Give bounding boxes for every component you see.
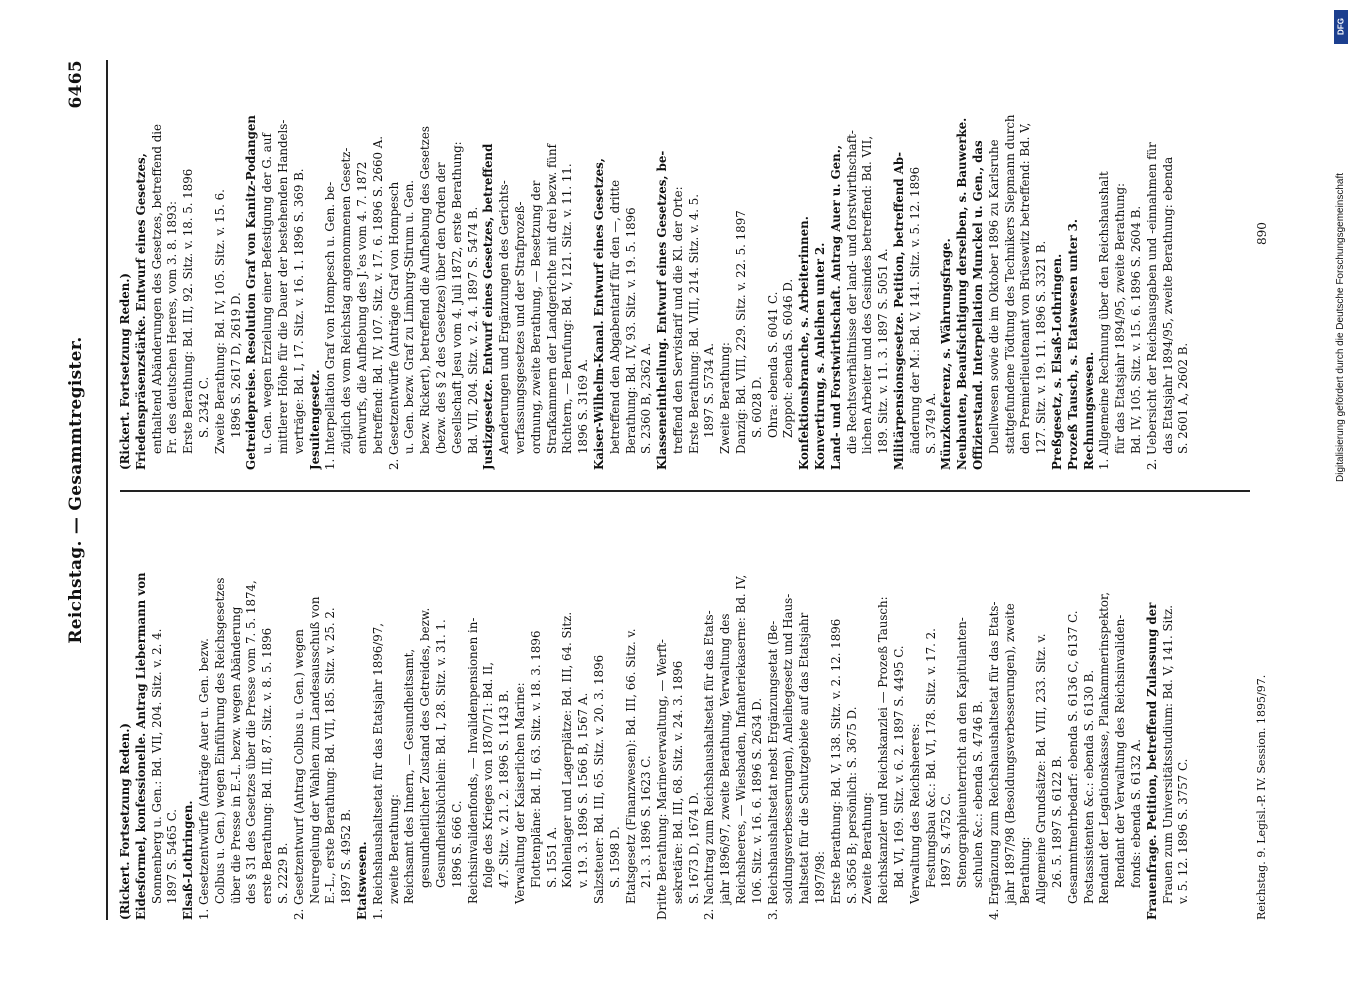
left-column-line: des § 31 des Gesetzes über die Presse vom 7. 5. 1874, — [244, 580, 259, 904]
footer-page-number: 890 — [1255, 222, 1269, 245]
left-column-line: Salzsteuer: Bd. III, 65. Sitz. v. 20. 3. 1896 — [591, 654, 606, 904]
right-column-line: Münzkonferenz, s. Währungsfrage. — [939, 238, 954, 470]
scan-area — [60, 60, 1280, 920]
left-column-line: 1. Gesetzentwürfe (Anträge Auer u. Gen. bezw. — [196, 638, 211, 920]
right-column-line: 2. Gesetzentwürfe (Anträge Graf von Hompesch — [386, 181, 401, 470]
left-column-line: Sonnenberg u. Gen.: Bd. VII, 204. Sitz. v. 2. 4. — [149, 628, 164, 904]
right-column-line: treffend den Servistarif und die Kl. der Orte: — [670, 186, 685, 454]
left-column-line: 2. Gesetzentwurf (Antrag Colbus u. Gen.) wegen — [291, 629, 306, 920]
right-column-line: 189. Sitz. v. 11. 3. 1897 S. 5051 A. — [876, 248, 891, 454]
header-rule — [106, 60, 108, 920]
right-column-line: Justizgesetze. Entwurf eines Gesetzes, betreffend — [481, 143, 496, 470]
right-column-line: Ohra: ebenda S. 6041 C. — [765, 291, 780, 438]
left-column-line: Bd. VI, 169. Sitz. v. 6. 2. 1897 S. 4495 C. — [892, 645, 907, 888]
left-column-line: Reichsheeres, — Wiesbaden, Infanteriekaserne: Bd. IV, — [734, 574, 749, 904]
right-column-line: S. 3749 A. — [923, 392, 938, 454]
left-column-line: 21. 3. 1896 S. 1623 C. — [639, 755, 654, 888]
left-column-line: Zweite Berathung: — [860, 792, 875, 904]
right-column-line: Preßgesetz, s. Elsaß-Lothringen. — [1050, 253, 1065, 470]
right-column-line: 1896 S. 3169 A. — [576, 359, 591, 454]
right-column-line: den Premierlieutenant von Brüsewitz betreffend: Bd. V, — [1018, 122, 1033, 454]
right-column-line: 127. Sitz. v. 19. 11. 1896 S. 3321 B. — [1034, 240, 1049, 454]
left-column-line: S. 3656 B; persönlich: S. 3675 D. — [844, 706, 859, 904]
left-column-line: gesundheitlicher Zustand des Getreides, bezw. — [418, 607, 433, 888]
left-column-line: Reichsamt des Innern, — Gesundheitsamt, — [402, 648, 417, 904]
right-column-line: u. Gen. wegen Erzielung einer Befestigung der G. auf — [260, 133, 275, 454]
left-column-line: (Rickert. Fortsetzung Reden.) — [118, 722, 132, 920]
left-column-line: 1897 S. 5465 C. — [165, 808, 180, 904]
right-column-line: Zoppot: ebenda S. 6046 D. — [781, 278, 796, 438]
left-column — [118, 510, 1268, 920]
left-column-line: Gesundheitsbüchlein: Bd. I, 28. Sitz. v. 31. 1. — [433, 619, 448, 888]
left-column-line: v. 5. 12. 1896 S. 3757 C. — [1176, 758, 1191, 904]
left-column-line: Flottenpläne: Bd. II, 63. Sitz. v. 18. 3. 1896 — [528, 630, 543, 888]
left-column-line: Festungsbau &c.: Bd. VI, 178. Sitz. v. 17. 2. — [923, 628, 938, 888]
dfg-logo-text: DFG — [1336, 18, 1346, 35]
right-column-line: Erste Berathung: Bd. VIII, 214. Sitz. v. 4. 5. — [686, 194, 701, 454]
right-column-line: Berathung: Bd. IV, 93. Sitz. v. 19. 5. 1896 — [623, 207, 638, 454]
left-column-line: erste Berathung: Bd. III, 87. Sitz. v. 8. 5. 1896 — [260, 627, 275, 904]
left-column-line: 1897 S. 4952 B. — [339, 808, 354, 904]
right-column-line: Prozeß Tausch, s. Etatswesen unter 3. — [1065, 219, 1080, 470]
right-column-line: Zweite Berathung: — [718, 342, 733, 454]
right-column-line: 1. Interpellation Graf von Hompesch u. Gen. be- — [323, 181, 338, 470]
right-column-line: Konvertirung, s. Anleihen unter 2. — [813, 242, 828, 470]
right-column-line: für das Etatsjahr 1894/95, zweite Berathung: — [1113, 182, 1128, 454]
right-column-line: S. 2360 B, 2362 A. — [639, 342, 654, 454]
left-column-line: Reichsinvalidenfonds, — Invalidenpensionen in- — [465, 617, 480, 904]
left-column-line: Dritte Berathung: Marineverwaltung, — Werft- — [655, 639, 670, 920]
left-column-line: 1897/98: — [813, 851, 828, 904]
left-column-line: zweite Berathung: — [386, 794, 401, 904]
right-column-line: Getreidepreise. Resolution Graf von Kanitz-Podangen — [244, 115, 259, 470]
left-column-line: Etatswesen. — [354, 841, 369, 920]
left-column-line: S. 2229 B. — [275, 842, 290, 904]
left-column-line: schulen &c.: ebenda S. 4746 B. — [971, 700, 986, 888]
column-divider — [120, 491, 1250, 493]
left-column-line: S. 1673 D, 1674 D. — [686, 791, 701, 904]
left-column-line: jahr 1897/98 (Besoldungsverbesserungen), zweite — [1002, 603, 1017, 904]
page-number: 6465 — [66, 60, 86, 109]
left-column-line: Eidesformel, konfessionelle. Antrag Liebermann von — [133, 572, 148, 920]
right-column-line: Gesellschaft Jesu vom 4. Juli 1872, erste Berathung: — [449, 141, 464, 454]
right-column-line: Jesuitengesetz. — [307, 369, 322, 470]
page-title: Reichstag. — Gesammtregister. — [66, 336, 86, 644]
right-column-line: Rechnungswesen. — [1081, 351, 1096, 470]
right-column-line: Danzig: Bd. VIII, 229. Sitz. v. 22. 5. 1897 — [734, 210, 749, 454]
left-column-line: 47. Sitz. v. 21. 2. 1896 S. 1143 B. — [497, 689, 512, 888]
right-column-line: Bd. IV, 105. Sitz. v. 15. 6. 1896 S. 2604 B. — [1129, 205, 1143, 454]
left-column-line: jahr 1896/97, zweite Berathung, Verwaltung des — [718, 613, 733, 904]
left-column-line: Neuregelung der Wahlen zum Landesausschuß von — [307, 596, 322, 904]
left-column-line: E.-L., erste Berathung: Bd. VII, 185. Sitz. v. 25. 2. — [323, 607, 338, 904]
left-column-line: 4. Ergänzung zum Reichshaushaltsetat für das Etats- — [986, 601, 1001, 920]
right-column-line: 1896 S. 2617 D, 2619 D. — [228, 292, 243, 438]
right-column-line: S. 2342 C. — [196, 376, 211, 438]
right-column-line: stattgefundene Tödtung des Technikers Siepmann durch — [1002, 114, 1017, 454]
left-column-line: 1896 S. 666 C. — [449, 800, 464, 888]
right-column-line: 2. Uebersicht der Reichsausgaben und -einnahmen für — [1144, 142, 1159, 470]
right-column-line: Neubauten, Beaufsichtigung derselben, s. Bauwerke. — [955, 117, 970, 470]
left-column-line: Verwaltung der Kaiserlichen Marine: — [512, 682, 527, 904]
right-column — [118, 60, 1268, 470]
right-column-line: Kaiser-Wilhelm-Kanal. Entwurf eines Gesetzes, — [591, 158, 606, 470]
dfg-sidebar — [1333, 8, 1349, 528]
right-column-line: die Rechtsverhältnisse der land- und forstwirthschaft- — [844, 130, 859, 454]
right-column-line: änderung der M.: Bd. V, 141. Sitz. v. 5. 12. 1896 — [907, 166, 922, 454]
right-column-line: lichen Arbeiter und des Gesindes betreffend: Bd. VII, — [860, 135, 875, 454]
left-column-line: Etatsgesetz (Finanzwesen): Bd. III, 66. Sitz. v. — [623, 628, 638, 904]
left-column-line: Gesammtmehrbedarf: ebenda S. 6136 C, 6137 C. — [1065, 610, 1080, 904]
right-column-line: entwurfs, die Aufhebung des J.'es vom 4. 7. 1872 — [354, 161, 369, 454]
right-column-line: bezw. Rickert), betreffend die Aufhebung des Gesetzes — [418, 126, 433, 454]
right-column-line: enthaltend Abänderungen des Gesetzes, betreffend die — [149, 123, 164, 454]
page-header — [60, 60, 96, 920]
left-column-line: Elsaß-Lothringen. — [181, 800, 196, 920]
left-column-line: 3. Reichshaushaltsetat nebst Ergänzungsetat (Be- — [765, 620, 780, 920]
right-column-line: Militärpensionsgesetze. Petition, betreffend Ab- — [892, 151, 907, 470]
right-column-line: Fr. des deutschen Heeres, vom 3. 8. 1893: — [165, 201, 180, 454]
left-column-line: Kohlenlager und Lagerplätze: Bd. III, 64. Sitz. — [560, 611, 575, 888]
left-column-line: haltsetat für die Schutzgebiete auf das Etatsjahr — [797, 612, 812, 904]
left-column-line: Allgemeine Grundsätze: Bd. VIII, 233. Sitz. v. — [1034, 633, 1049, 904]
left-column-line: fonds: ebenda S. 6132 A. — [1129, 738, 1143, 888]
right-column-line: mittlerer Höhe für die Dauer der bestehenden Handels- — [275, 119, 290, 454]
left-column-line: Berathung: — [1018, 836, 1033, 904]
footer-signature: Reichstag. 9. Legisl.-P. IV. Session. 1895/97. — [1255, 674, 1268, 920]
right-column-line: Konfektionsbranche, s. Arbeiterinnen. — [797, 216, 812, 470]
right-column-line: betreffend: Bd. IV, 107. Sitz. v. 17. 6. 1896 S. 2660 A. — [370, 135, 385, 454]
left-column-line: Erste Berathung: Bd. V, 138. Sitz. v. 2. 12. 1896 — [828, 618, 843, 904]
right-column-line: Friedenspräsenzstärke. Entwurf eines Gesetzes, — [133, 153, 148, 470]
right-column-line: Bd. VII, 204. Sitz. v. 2. 4. 1897 S. 5474 B. — [465, 206, 480, 454]
left-column-line: über die Presse in E.-L. bezw. wegen Abänderung — [228, 606, 243, 904]
right-column-line: das Etatsjahr 1894/95, zweite Berathung: ebenda — [1160, 156, 1175, 454]
left-column-line: sekretäre: Bd. III, 68. Sitz. v. 24. 3. 1896 — [670, 660, 685, 904]
right-column-line: betreffend den Abgabentarif für den —, dritte — [607, 179, 622, 454]
right-column-line: Zweite Berathung: Bd. IV, 105. Sitz. v. 15. 6. — [212, 189, 227, 454]
right-column-line: Aenderungen und Ergänzungen des Gerichts- — [497, 180, 512, 454]
right-column-line: verträge: Bd. I, 17. Sitz. v. 16. 1. 1896 S. 369 B. — [291, 168, 306, 454]
right-column-line: (bezw. des § 2 des Gesetzes) über den Orden der — [433, 162, 448, 454]
right-column-line: u. Gen. bezw. Graf zu Limburg-Stirum u. Gen. — [402, 179, 417, 454]
left-column-line: v. 19. 3. 1896 S. 1566 B, 1567 A. — [576, 692, 591, 888]
left-column-line: 1. Reichshaushaltsetat für das Etatsjahr 1896/97, — [370, 623, 385, 920]
right-column-line: S. 6028 D. — [749, 376, 764, 438]
left-column-line: 106. Sitz. v. 16. 6. 1896 S. 2634 D. — [749, 697, 764, 904]
left-column-line: soldungsverbesserungen), Anleihegesetz und Haus- — [781, 593, 796, 904]
left-column-line: Frauen zum Universitätsstudium: Bd. V, 141. Sitz. — [1160, 604, 1175, 904]
right-column-line: Offizierstand. Interpellation Munckel u. Gen., das — [971, 140, 986, 470]
left-column-line: Reichskanzler und Reichskanzlei — Prozeß Tausch: — [876, 596, 891, 904]
left-column-line: Frauenfrage. Petition, betreffend Zulassung der — [1144, 602, 1159, 920]
left-column-line: Rendant der Legationskasse, Plankammerinspektor, — [1097, 591, 1112, 904]
right-column-line: Erste Berathung: Bd. III, 92. Sitz. v. 18. 5. 1896 — [181, 168, 196, 454]
right-column-line: Klasseneintheilung. Entwurf eines Gesetzes, be- — [655, 150, 670, 470]
right-column-line: ordnung, zweite Berathung, — Besetzung der — [528, 180, 543, 454]
left-column-line: S. 1551 A. — [544, 826, 559, 888]
left-column-line: Verwaltung des Reichsheeres: — [907, 723, 922, 904]
left-column-line: 26. 5. 1897 S. 6122 B. — [1050, 755, 1065, 888]
left-column-line: 1897 S. 4752 C. — [939, 792, 954, 888]
left-column-line: Postassistenten &c.: ebenda S. 6130 B. — [1081, 669, 1096, 904]
left-column-line: Stenographieunterricht an den Kapitulanten- — [955, 617, 970, 888]
right-column-line: Richtern, — Berufung: Bd. V, 121. Sitz. v. 11. 11. — [560, 163, 575, 454]
right-column-line: (Rickert. Fortsetzung Reden.) — [118, 272, 132, 470]
right-column-line: Strafkammern der Landgerichte mit drei bezw. fünf — [544, 144, 559, 454]
left-column-line: S. 1598 D. — [607, 826, 622, 888]
right-column-line: 1. Allgemeine Rechnung über den Reichshaushalt — [1097, 171, 1112, 470]
left-column-line: Colbus u. Gen.) wegen Einführung des Reichsgesetzes — [212, 577, 227, 904]
left-column-line: folge des Krieges von 1870/71: Bd. II, — [481, 661, 496, 888]
dfg-credit-text: Digitalisierung gefördert durch die Deutsche Forschungsgemeinschaft — [1335, 172, 1346, 482]
right-column-line: Duellwesen sowie die im Oktober 1896 zu Karlsruhe — [986, 139, 1001, 454]
right-column-line: verfassungsgesetzes und der Strafprozeß- — [512, 201, 527, 454]
right-column-line: Land- und Forstwirthschaft. Antrag Auer u. Gen., — [828, 145, 843, 470]
left-column-line: 2. Nachtrag zum Reichshaushaltsetat für das Etats- — [702, 610, 717, 920]
right-column-line: 1897 S. 5734 A. — [702, 343, 717, 438]
right-column-line: S. 2601 A, 2602 B. — [1176, 342, 1191, 454]
right-column-line: züglich des vom Reichstag angenommenen Gesetz- — [339, 147, 354, 454]
left-column-line: Rendant der Verwaltung des Reichsinvaliden- — [1113, 614, 1128, 888]
